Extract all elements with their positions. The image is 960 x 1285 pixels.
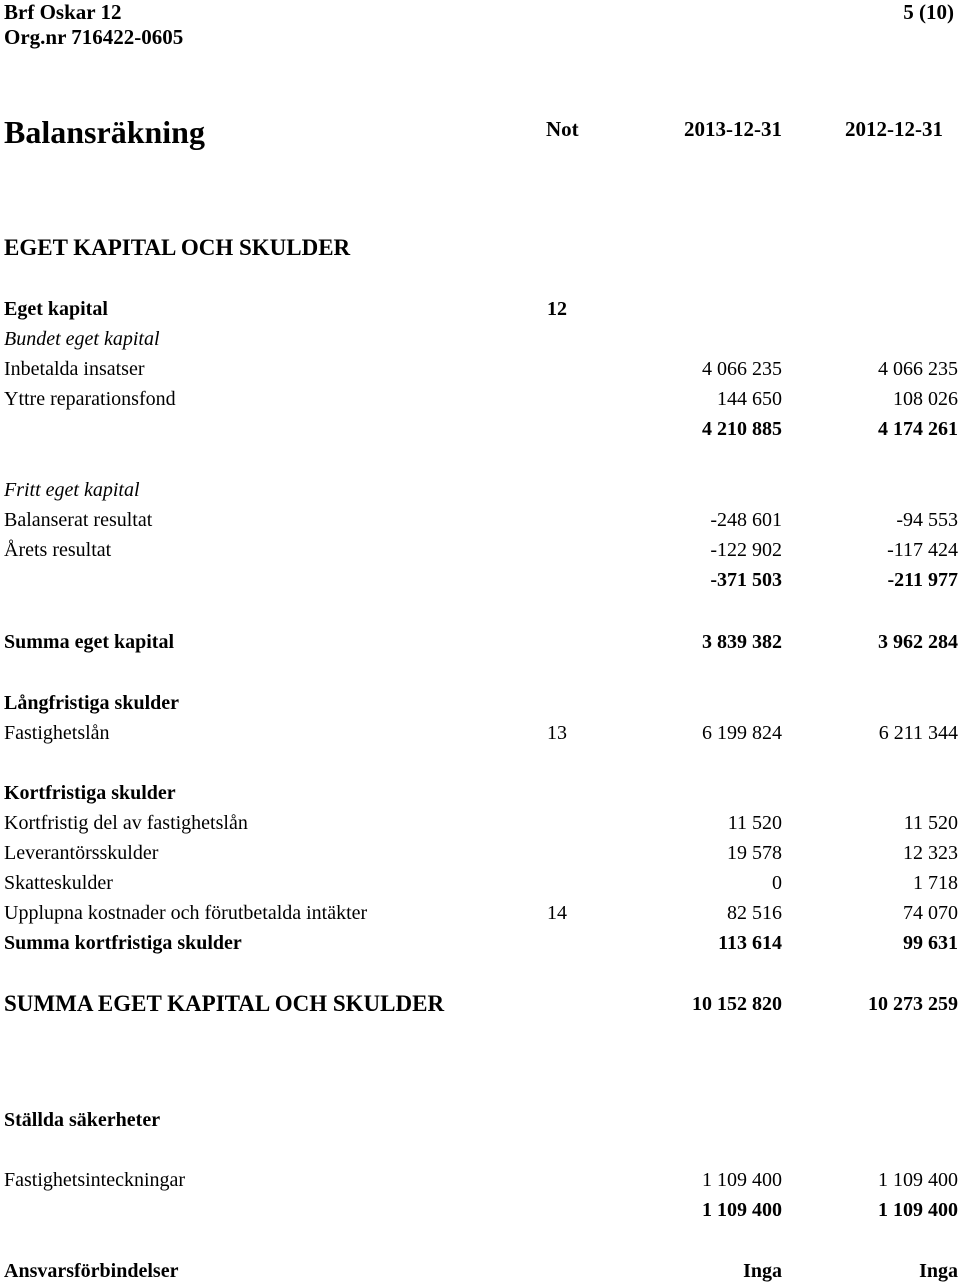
row-value-2013: 11 520 (727, 812, 782, 834)
row-value-2012: 1 109 400 (878, 1199, 958, 1221)
row-value-2012: 74 070 (903, 902, 958, 924)
row-value-2012: 99 631 (903, 932, 958, 954)
row-label: Årets resultat (4, 539, 112, 561)
row-value-2012: -117 424 (887, 539, 958, 561)
table-row (0, 628, 960, 656)
row-note: 14 (547, 902, 567, 924)
row-value-2012: 1 718 (913, 872, 958, 894)
table-row (0, 1257, 960, 1285)
row-label: SUMMA EGET KAPITAL OCH SKULDER (4, 991, 445, 1016)
row-value-2012: Inga (919, 1260, 958, 1282)
row-value-2013: Inga (743, 1260, 782, 1282)
table-row (0, 869, 960, 897)
row-label: Yttre reparationsfond (4, 388, 176, 410)
row-label: Balanserat resultat (4, 509, 153, 531)
row-label: Fastighetsinteckningar (4, 1169, 186, 1191)
table-row (0, 839, 960, 867)
row-label: Upplupna kostnader och förutbetalda intäkter (4, 902, 368, 924)
row-label: Leverantörsskulder (4, 842, 159, 864)
row-label: Ansvarsförbindelser (4, 1260, 179, 1282)
row-label: Fritt eget kapital (4, 479, 140, 501)
table-row (0, 295, 960, 323)
row-label: Summa kortfristiga skulder (4, 932, 242, 954)
row-value-2012: 3 962 284 (878, 631, 958, 653)
table-row (0, 415, 960, 443)
row-value-2013: 82 516 (727, 902, 782, 924)
row-note: 13 (547, 722, 567, 744)
row-value-2012: 4 174 261 (878, 418, 958, 440)
row-label: Summa eget kapital (4, 631, 174, 653)
row-value-2013: 19 578 (727, 842, 782, 864)
company-name: Brf Oskar 12 (4, 0, 122, 24)
row-value-2013: 113 614 (718, 932, 782, 954)
org-number: Org.nr 716422-0605 (4, 25, 184, 49)
row-label: Skatteskulder (4, 872, 113, 894)
column-header-2013: 2013-12-31 (684, 117, 782, 141)
row-value-2013: 1 109 400 (702, 1169, 782, 1191)
row-label: Ställda säkerheter (4, 1109, 161, 1131)
table-row (0, 476, 960, 504)
row-value-2012: 1 109 400 (878, 1169, 958, 1191)
table-row (0, 809, 960, 837)
row-label: Inbetalda insatser (4, 358, 145, 380)
table-row (0, 355, 960, 383)
row-value-2013: -122 902 (710, 539, 782, 561)
row-value-2013: 6 199 824 (702, 722, 782, 744)
section-title (0, 234, 960, 262)
row-value-2012: -211 977 (887, 569, 958, 591)
table-row (0, 689, 960, 717)
table-row (0, 1166, 960, 1194)
row-label: Kortfristiga skulder (4, 782, 176, 804)
table-row (0, 779, 960, 807)
table-row (0, 899, 960, 927)
page-number: 5 (10) (903, 0, 954, 24)
table-row (0, 536, 960, 564)
column-header-not: Not (546, 117, 579, 141)
row-value-2013: 4 066 235 (702, 358, 782, 380)
row-label: Kortfristig del av fastighetslån (4, 812, 248, 834)
row-value-2012: 4 066 235 (878, 358, 958, 380)
row-value-2013: 1 109 400 (702, 1199, 782, 1221)
row-note: 12 (547, 298, 567, 320)
row-value-2013: 144 650 (717, 388, 782, 410)
section-title-text: EGET KAPITAL OCH SKULDER (4, 235, 351, 260)
table-row (0, 566, 960, 594)
column-header-2012: 2012-12-31 (845, 117, 943, 141)
table-row (0, 1196, 960, 1224)
table-row (0, 929, 960, 957)
table-row (0, 506, 960, 534)
table-row (0, 1106, 960, 1134)
table-row (0, 990, 960, 1018)
row-value-2013: -248 601 (710, 509, 782, 531)
row-value-2012: 108 026 (893, 388, 958, 410)
table-row (0, 719, 960, 747)
row-value-2012: 12 323 (903, 842, 958, 864)
row-label: Eget kapital (4, 298, 108, 320)
row-value-2012: 10 273 259 (868, 993, 958, 1015)
row-value-2012: 11 520 (903, 812, 958, 834)
row-value-2013: 10 152 820 (692, 993, 782, 1015)
table-row (0, 385, 960, 413)
row-value-2013: 4 210 885 (702, 418, 782, 440)
row-value-2013: 3 839 382 (702, 631, 782, 653)
row-value-2013: 0 (772, 872, 782, 894)
row-label: Fastighetslån (4, 722, 110, 744)
table-row (0, 325, 960, 353)
page-title: Balansräkning (4, 114, 205, 150)
row-value-2013: -371 503 (710, 569, 782, 591)
row-value-2012: 6 211 344 (878, 722, 958, 744)
row-label: Bundet eget kapital (4, 328, 160, 350)
row-value-2012: -94 553 (896, 509, 958, 531)
row-label: Långfristiga skulder (4, 692, 180, 714)
